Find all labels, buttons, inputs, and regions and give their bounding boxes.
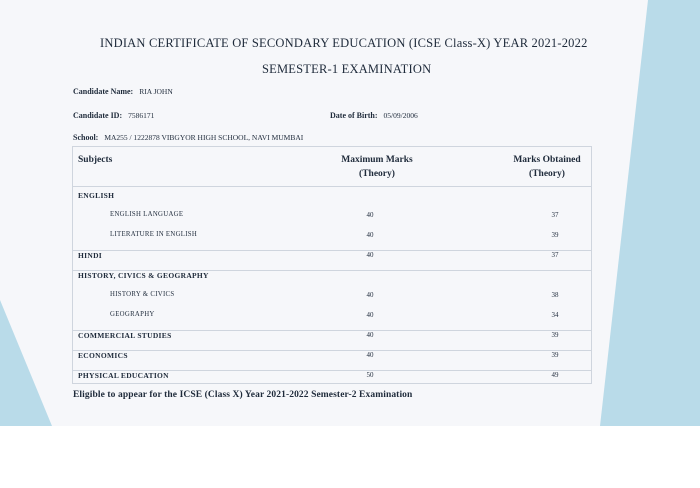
sub-subject-name: HISTORY & CIVICS (110, 291, 175, 298)
subjects-header: Subjects (78, 155, 113, 165)
document-subtitle: SEMESTER-1 EXAMINATION (262, 62, 432, 76)
max-marks-cell: 50 (366, 371, 374, 379)
candidate-name-label: Candidate Name: (73, 87, 134, 96)
blank-area (0, 426, 700, 488)
candidate-id (73, 111, 154, 120)
school-value: MA255 / 1222878 VIBGYOR HIGH SCHOOL, NAVI MUMBAI (104, 133, 304, 142)
marks-obtained-header (487, 153, 607, 181)
sub-subject-name: ENGLISH LANGUAGE (110, 211, 184, 218)
subject-name: ECONOMICS (78, 351, 128, 360)
row-divider (72, 370, 592, 371)
max-marks-cell: 40 (366, 351, 374, 359)
max-marks-header-line1: Maximum Marks (341, 155, 413, 165)
school-label: School: (73, 133, 99, 142)
marks-table (72, 146, 592, 384)
max-marks-cell: 40 (366, 291, 374, 299)
max-marks-header-line2: (Theory) (359, 169, 395, 179)
subject-name: HINDI (78, 251, 103, 260)
school-info (73, 133, 303, 142)
sub-subject-name: GEOGRAPHY (110, 311, 155, 318)
candidate-id-label: Candidate ID: (73, 111, 123, 120)
row-divider (72, 270, 592, 271)
document-title: INDIAN CERTIFICATE OF SECONDARY EDUCATION (ICSE Class-X) YEAR 2021-2022 (100, 36, 588, 50)
max-marks-cell: 40 (366, 311, 374, 319)
obtained-header-line2: (Theory) (529, 169, 565, 179)
marks-obtained-cell: 39 (551, 351, 559, 359)
candidate-name (73, 87, 173, 96)
dob-label: Date of Birth: (330, 111, 378, 120)
max-marks-cell: 40 (366, 331, 374, 339)
marks-obtained-cell: 34 (551, 311, 559, 319)
max-marks-cell: 40 (366, 231, 374, 239)
marks-obtained-cell: 39 (551, 331, 559, 339)
subject-name: COMMERCIAL STUDIES (78, 331, 172, 340)
subject-name: PHYSICAL EDUCATION (78, 371, 169, 380)
marks-obtained-cell: 49 (551, 371, 559, 379)
marks-obtained-cell: 37 (551, 251, 559, 259)
marks-obtained-cell: 39 (551, 231, 559, 239)
max-marks-header (312, 153, 442, 181)
subject-name: HISTORY, CIVICS & GEOGRAPHY (78, 271, 209, 280)
row-divider (72, 350, 592, 351)
dob-value: 05/09/2006 (383, 111, 418, 120)
row-divider (72, 250, 592, 251)
obtained-header-line1: Marks Obtained (513, 155, 581, 165)
marks-obtained-cell: 37 (551, 211, 559, 219)
candidate-id-value: 7586171 (128, 111, 155, 120)
max-marks-cell: 40 (366, 211, 374, 219)
max-marks-cell: 40 (366, 251, 374, 259)
eligibility-note: Eligible to appear for the ICSE (Class X) Year 2021-2022 Semester-2 Examination (73, 390, 413, 400)
marks-obtained-cell: 38 (551, 291, 559, 299)
candidate-name-value: RIA JOHN (139, 87, 173, 96)
sub-subject-name: LITERATURE IN ENGLISH (110, 231, 198, 238)
subject-name: ENGLISH (78, 191, 115, 200)
date-of-birth (330, 111, 418, 120)
row-divider (72, 330, 592, 331)
